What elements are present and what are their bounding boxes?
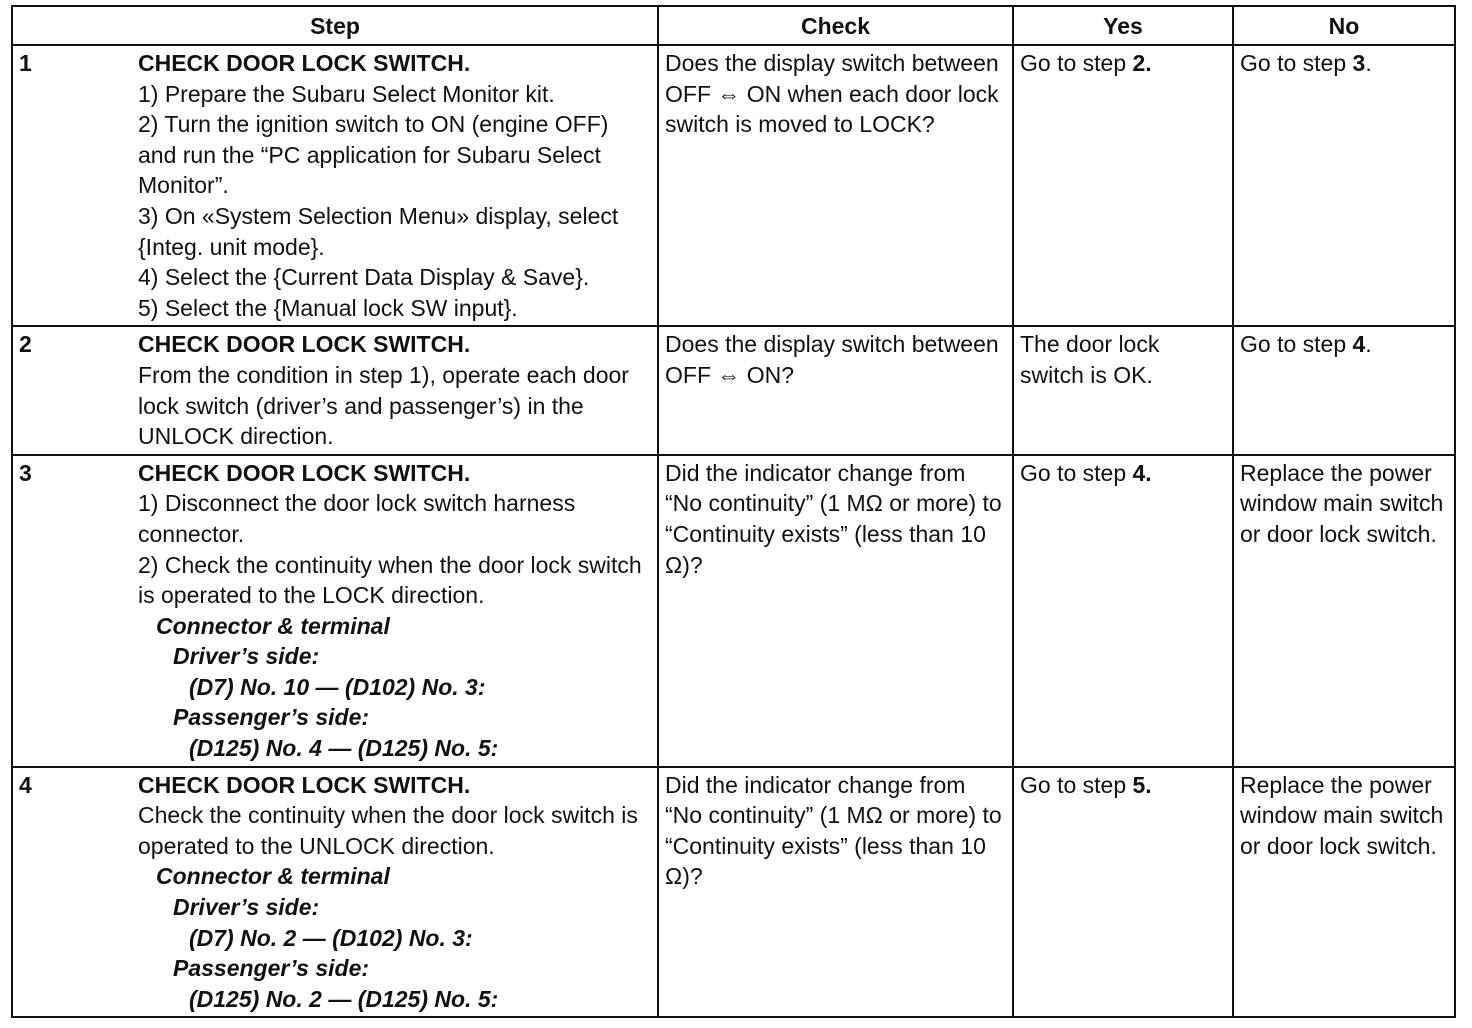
- no-text: [1234, 46, 1454, 81]
- yes-prefix: The door lock switch is OK.: [1020, 331, 1160, 388]
- driver-side-terminal: (D7) No. 2 — (D102) No. 3:: [189, 924, 473, 951]
- header-no: No: [1233, 6, 1455, 45]
- passenger-side-terminal: (D125) No. 4 — (D125) No. 5:: [189, 735, 499, 762]
- no-suffix: .: [1365, 331, 1372, 358]
- yes-prefix: Go to step: [1020, 50, 1133, 76]
- step-title: CHECK DOOR LOCK SWITCH.: [138, 771, 471, 798]
- driver-side-terminal: (D7) No. 10 — (D102) No. 3:: [189, 673, 486, 700]
- yes-step-ref: 5.: [1132, 771, 1152, 798]
- no-text: [1234, 456, 1454, 552]
- step-body: [138, 458, 653, 764]
- step-number: 4: [19, 771, 32, 798]
- step-number: 2: [19, 331, 32, 358]
- no-cell: [1233, 455, 1455, 767]
- diagnostic-table: [11, 5, 1456, 1018]
- no-text: [1234, 327, 1454, 362]
- step-line: 1) Prepare the Subaru Select Monitor kit.: [138, 80, 555, 107]
- step-line: 5) Select the {Manual lock SW input}.: [138, 294, 518, 321]
- yes-cell: [1013, 455, 1233, 767]
- step-line: 1) Disconnect the door lock switch harness connector.: [138, 490, 576, 547]
- driver-side-label: Driver’s side:: [173, 894, 320, 921]
- header-check: Check: [658, 6, 1013, 45]
- step-line: Check the continuity when the door lock switch is operated to the UNLOCK direction.: [138, 802, 638, 859]
- passenger-side-label: Passenger’s side:: [173, 704, 370, 731]
- yes-step-ref: 4.: [1132, 459, 1152, 486]
- step-cell: [12, 767, 658, 1018]
- step-cell: [12, 45, 658, 326]
- no-cell: [1233, 767, 1455, 1018]
- step-cell: [12, 455, 658, 767]
- no-step-ref: 3: [1352, 50, 1366, 76]
- step-body: [138, 329, 653, 451]
- driver-side-label: Driver’s side:: [173, 643, 320, 670]
- header-step: Step: [12, 6, 658, 45]
- step-title: CHECK DOOR LOCK SWITCH.: [138, 331, 471, 358]
- yes-text: [1014, 46, 1232, 81]
- yes-cell: [1013, 767, 1233, 1018]
- check-cell: [658, 326, 1013, 454]
- no-cell: [1233, 45, 1455, 326]
- no-text: [1234, 768, 1454, 864]
- yes-text: [1014, 327, 1232, 392]
- step-title: CHECK DOOR LOCK SWITCH.: [138, 50, 471, 76]
- connector-heading: Connector & terminal: [156, 612, 390, 639]
- step-body: [138, 770, 653, 1015]
- connector-heading: Connector & terminal: [156, 863, 390, 890]
- no-suffix: .: [1365, 50, 1372, 76]
- step-line: From the condition in step 1), operate each door lock switch (driver’s and passenger’s) in the UNLOCK direction.: [138, 361, 629, 450]
- header-row: [12, 6, 1455, 45]
- table-row: [12, 455, 1455, 767]
- step-line: 2) Turn the ignition switch to ON (engine OFF) and run the “PC application for Subaru Select Monitor”.: [138, 111, 609, 199]
- step-line: 4) Select the {Current Data Display & Save}.: [138, 264, 590, 291]
- check-cell: [658, 455, 1013, 767]
- yes-step-ref: 2.: [1132, 50, 1152, 76]
- check-text: Does the display switch between OFF ⇔ ON when each door lock switch is moved to LOCK?: [665, 50, 999, 138]
- step-number: 1: [19, 50, 32, 76]
- no-prefix: Go to step: [1240, 50, 1353, 76]
- yes-cell: [1013, 45, 1233, 326]
- check-text: Did the indicator change from “No continuity” (1 MΩ or more) to “Continuity exists” (less than 10 Ω)?: [665, 771, 1002, 890]
- yes-prefix: Go to step: [1020, 459, 1133, 486]
- yes-text: [1014, 456, 1232, 491]
- step-number: 3: [19, 459, 32, 486]
- step-line: 3) On «System Selection Menu» display, select {Integ. unit mode}.: [138, 202, 619, 260]
- yes-text: [1014, 768, 1232, 803]
- table-row: [12, 45, 1455, 326]
- check-text: Does the display switch between OFF ⇔ ON?: [665, 331, 999, 388]
- check-cell: [658, 45, 1013, 326]
- passenger-side-label: Passenger’s side:: [173, 955, 370, 982]
- step-body: [138, 48, 653, 323]
- passenger-side-terminal: (D125) No. 2 — (D125) No. 5:: [189, 985, 499, 1012]
- no-prefix: Replace the power window main switch or door lock switch.: [1240, 459, 1444, 547]
- header-yes: Yes: [1013, 6, 1233, 45]
- yes-cell: [1013, 326, 1233, 454]
- step-line: 2) Check the continuity when the door lock switch is operated to the LOCK direction.: [138, 551, 642, 609]
- step-cell: [12, 326, 658, 454]
- yes-prefix: Go to step: [1020, 771, 1133, 798]
- no-prefix: Go to step: [1240, 331, 1353, 358]
- no-prefix: Replace the power window main switch or door lock switch.: [1240, 771, 1444, 859]
- check-cell: [658, 767, 1013, 1018]
- check-text: Did the indicator change from “No continuity” (1 MΩ or more) to “Continuity exists” (less than 10 Ω)?: [665, 459, 1002, 578]
- table-row: [12, 767, 1455, 1018]
- no-step-ref: 4: [1352, 331, 1366, 358]
- table-row: [12, 326, 1455, 454]
- step-title: CHECK DOOR LOCK SWITCH.: [138, 459, 471, 486]
- no-cell: [1233, 326, 1455, 454]
